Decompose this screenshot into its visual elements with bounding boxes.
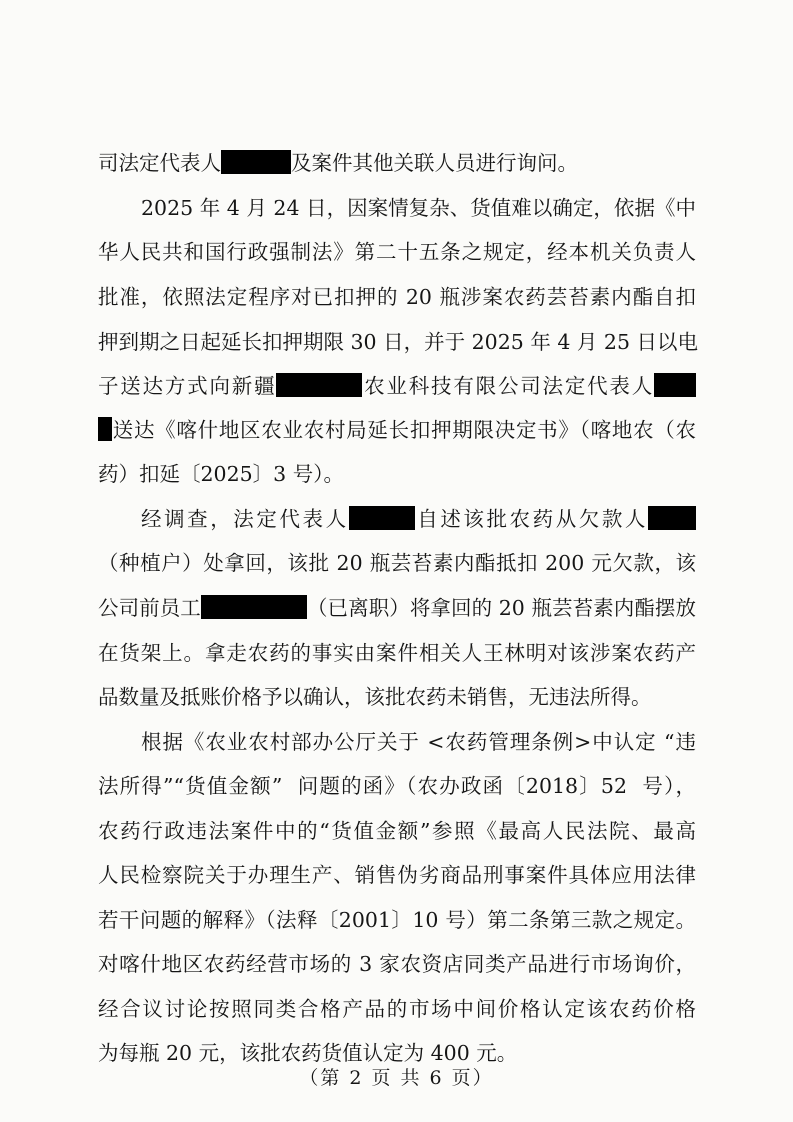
text-segment: （已离职）将拿回的 20 瓶芸苔素内酯摆放 xyxy=(306,596,696,620)
text-segment: 人民检察院关于办理生产、销售伪劣商品刑事案件具体应用法律 xyxy=(98,863,696,887)
text-line xyxy=(98,947,696,981)
text-segment: 2025 年 4 月 24 日，因案情复杂、货值难以确定，依据《中 xyxy=(141,196,696,220)
text-segment: 农药行政违法案件中的“货值金额”参照《最高人民法院、最高 xyxy=(98,819,696,843)
text-segment: 在货架上。拿走农药的事实由案件相关人王林明对该涉案农药产 xyxy=(98,641,696,665)
text-line xyxy=(98,636,696,670)
text-segment: 法所得”“货值金额” 问题的函》（农办政函〔2018〕52 号）， xyxy=(98,774,696,798)
text-segment: 经调查，法定代表人 xyxy=(141,507,349,531)
redaction-block xyxy=(201,595,307,619)
text-segment: 药）扣延〔2025〕3 号）。 xyxy=(98,462,344,486)
text-segment: （种植户）处拿回，该批 20 瓶芸苔素内酯抵扣 200 元欠款，该 xyxy=(98,551,696,575)
text-line xyxy=(98,858,696,892)
text-line xyxy=(98,546,696,580)
text-segment: 批准，依照法定程序对已扣押的 20 瓶涉案农药芸苔素内酯自扣 xyxy=(98,285,696,309)
text-line xyxy=(98,235,696,269)
page-number: （第 2 页 共 6 页） xyxy=(299,1067,494,1089)
redaction-block xyxy=(654,373,696,397)
text-segment: 及案件其他关联人员进行询问。 xyxy=(291,151,578,175)
text-line xyxy=(98,413,696,447)
text-segment: 司法定代表人 xyxy=(98,151,221,175)
redaction-block xyxy=(648,506,696,530)
text-line xyxy=(141,725,696,759)
text-segment: 华人民共和国行政强制法》第二十五条之规定，经本机关负责人 xyxy=(98,240,696,264)
text-line xyxy=(98,769,696,803)
text-segment: 农业科技有限公司法定代表人 xyxy=(362,374,655,398)
text-segment: 子送达方式向新疆 xyxy=(98,374,277,398)
text-line xyxy=(98,280,696,314)
text-line xyxy=(98,680,690,714)
redaction-block xyxy=(98,417,112,441)
redaction-block xyxy=(221,150,291,174)
text-segment: 若干问题的解释》（法释〔2001〕10 号）第二条第三款之规定。 xyxy=(98,908,696,932)
text-segment: 对喀什地区农药经营市场的 3 家农资店同类产品进行市场询价， xyxy=(98,952,696,976)
text-line xyxy=(98,992,696,1026)
text-line xyxy=(98,369,696,403)
text-line xyxy=(98,146,694,180)
text-segment: 经合议讨论按照同类合格产品的市场中间价格认定该农药价格 xyxy=(98,997,696,1021)
text-line xyxy=(98,814,696,848)
text-line xyxy=(141,191,696,225)
text-line xyxy=(98,325,699,359)
text-segment: 为每瓶 20 元，该批农药货值认定为 400 元。 xyxy=(98,1041,518,1065)
text-line xyxy=(98,591,696,625)
text-line xyxy=(98,903,696,937)
text-segment: 公司前员工 xyxy=(98,596,201,620)
text-segment: 押到期之日起延长扣押期限 30 日，并于 2025 年 4 月 25 日以电 xyxy=(98,330,699,354)
text-segment: 自述该批农药从欠款人 xyxy=(414,507,649,531)
text-line xyxy=(98,457,398,491)
text-line xyxy=(141,502,696,536)
redaction-block xyxy=(349,506,415,530)
redaction-block xyxy=(276,373,362,397)
text-segment: 根据《农业农村部办公厅关于 <农药管理条例>中认定 “违 xyxy=(141,730,696,754)
text-segment: 送达《喀什地区农业农村局延长扣押期限决定书》（喀地农（农 xyxy=(112,418,696,442)
text-segment: 品数量及抵账价格予以确认，该批农药未销售，无违法所得。 xyxy=(98,685,652,709)
